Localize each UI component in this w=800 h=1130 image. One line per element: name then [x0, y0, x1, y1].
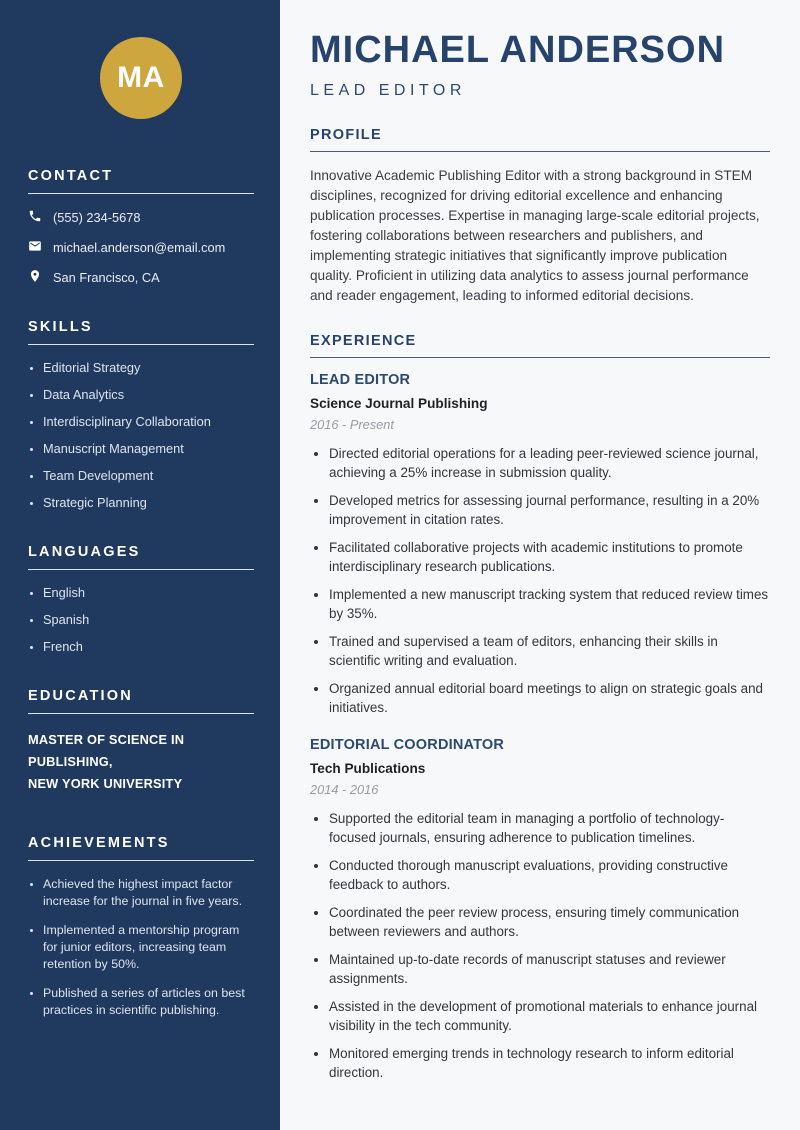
section-divider — [310, 357, 770, 358]
job-dates: 2014 - 2016 — [310, 781, 379, 797]
contact-section — [28, 168, 254, 286]
job-bullet: • Supported the editorial team in managing a portfolio of technology-focused journals, ensuring adherence to publication timelines. — [329, 809, 770, 848]
job-role: EDITORIAL COORDINATOR — [310, 736, 505, 753]
section-divider — [28, 860, 254, 861]
achievements-heading: ACHIEVEMENTS — [28, 835, 170, 851]
skills-section — [28, 319, 254, 511]
candidate-name: MICHAEL ANDERSON — [310, 29, 726, 71]
language-item: • Spanish — [43, 612, 254, 628]
degree — [28, 729, 254, 795]
job-bullet: • Maintained up-to-date records of manuscript statuses and reviewer assignments. — [329, 950, 770, 989]
achievement-item: • Implemented a mentorship program for junior editors, increasing team retention by 50%. — [43, 922, 254, 973]
job-dates: 2016 - Present — [310, 416, 394, 432]
main-content — [280, 0, 800, 1130]
job-bullet: • Coordinated the peer review process, ensuring timely communication between reviewers and authors. — [329, 903, 770, 942]
job-entry-lead-editor — [310, 372, 770, 718]
profile-section — [310, 127, 770, 306]
education-heading: EDUCATION — [28, 688, 133, 704]
location-icon — [28, 269, 42, 286]
education-section — [28, 688, 254, 795]
job-bullet: • Assisted in the development of promotional materials to enhance journal visibility in the tech community. — [329, 997, 770, 1036]
language-item: • English — [43, 585, 254, 601]
achievement-item: • Achieved the highest impact factor increase for the journal in five years. — [43, 876, 254, 910]
job-bullet: • Monitored emerging trends in technology research to inform editorial direction. — [329, 1044, 770, 1083]
section-divider — [28, 344, 254, 345]
degree-line: NEW YORK UNIVERSITY — [28, 776, 183, 791]
candidate-title: LEAD EDITOR — [310, 81, 466, 99]
section-divider — [28, 193, 254, 194]
profile-heading: PROFILE — [310, 126, 382, 143]
job-bullet: • Developed metrics for assessing journal performance, resulting in a 20% improvement in citation rates. — [329, 491, 770, 530]
skill-item: • Manuscript Management — [43, 441, 254, 457]
skill-item: • Strategic Planning — [43, 495, 254, 511]
section-divider — [310, 151, 770, 152]
skills-heading: SKILLS — [28, 319, 93, 335]
job-bullet: • Conducted thorough manuscript evaluations, providing constructive feedback to authors. — [329, 856, 770, 895]
achievements-section — [28, 835, 254, 1019]
job-company: Tech Publications — [310, 760, 426, 776]
avatar — [100, 37, 182, 119]
contact-heading: CONTACT — [28, 168, 114, 184]
contact-location-value: San Francisco, CA — [53, 270, 160, 285]
sidebar — [0, 0, 280, 1130]
achievement-item: • Published a series of articles on best practices in scientific publishing. — [43, 985, 254, 1019]
contact-row-location — [28, 269, 254, 286]
job-bullet: • Trained and supervised a team of editors, enhancing their skills in scientific writing and evaluation. — [329, 632, 770, 671]
job-bullet: • Facilitated collaborative projects with academic institutions to promote interdisciplinary research publications. — [329, 538, 770, 577]
mail-icon — [28, 239, 42, 256]
skills-list — [28, 360, 254, 511]
job-bullet-list — [310, 809, 770, 1083]
contact-phone-value: (555) 234-5678 — [53, 210, 141, 225]
languages-section — [28, 544, 254, 655]
skill-item: • Team Development — [43, 468, 254, 484]
experience-heading: EXPERIENCE — [310, 332, 417, 349]
job-bullet-list — [310, 444, 770, 718]
languages-heading: LANGUAGES — [28, 544, 141, 560]
section-divider — [28, 569, 254, 570]
contact-row-phone — [28, 209, 254, 226]
job-company: Science Journal Publishing — [310, 395, 488, 411]
job-role: LEAD EDITOR — [310, 371, 411, 388]
job-bullet: • Organized annual editorial board meetings to align on strategic goals and initiatives. — [329, 679, 770, 718]
skill-item: • Editorial Strategy — [43, 360, 254, 376]
job-entry-editorial-coordinator — [310, 737, 770, 1083]
section-divider — [28, 713, 254, 714]
languages-list — [28, 585, 254, 655]
job-bullet: • Implemented a new manuscript tracking system that reduced review times by 35%. — [329, 585, 770, 624]
skill-item: • Data Analytics — [43, 387, 254, 403]
achievements-list — [28, 876, 254, 1019]
avatar-initials: MA — [117, 61, 165, 94]
language-item: • French — [43, 639, 254, 655]
experience-section — [310, 333, 770, 1083]
contact-row-email — [28, 239, 254, 256]
contact-email-value: michael.anderson@email.com — [53, 240, 226, 255]
job-bullet: • Directed editorial operations for a leading peer-reviewed science journal, achieving a 25% increase in submission quality. — [329, 444, 770, 483]
skill-item: • Interdisciplinary Collaboration — [43, 414, 254, 430]
profile-text: Innovative Academic Publishing Editor with a strong background in STEM disciplines, recognized for driving editorial excellence and enhancing publication processes. Expertise in managing large-scale editorial projects, fostering collaborations between researchers and publishers, and implementing strategic initiatives that significantly improve publication quality. Proficient in utilizing data analytics to assess journal performance and reader engagement, leading to informed editorial decisions. — [310, 167, 760, 303]
phone-icon — [28, 209, 42, 226]
degree-line: MASTER OF SCIENCE IN PUBLISHING, — [28, 732, 185, 769]
